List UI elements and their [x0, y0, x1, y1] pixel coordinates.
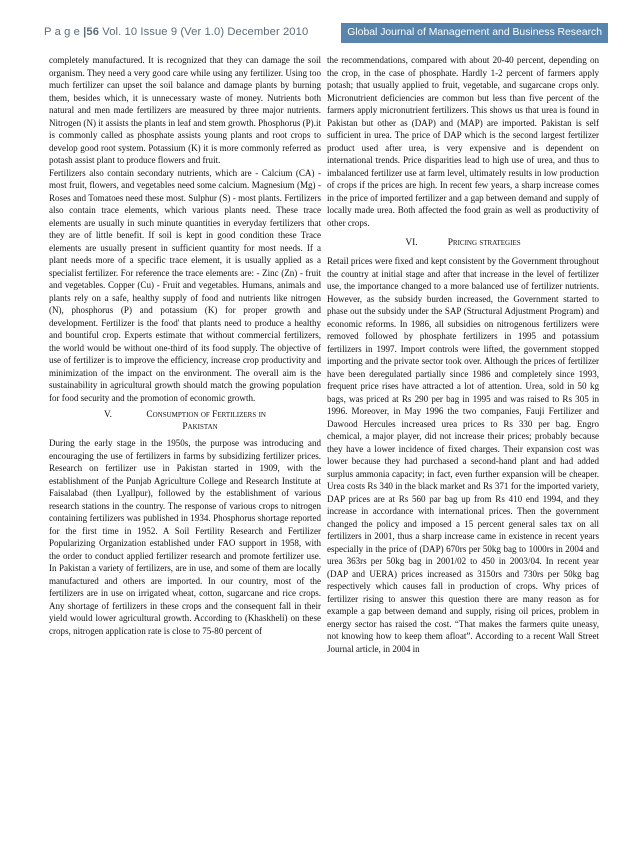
volume-info: Vol. 10 Issue 9 (Ver 1.0) December 2010: [99, 26, 309, 38]
section-heading: [327, 237, 599, 249]
page-prefix: P a g e: [44, 26, 80, 38]
section-number: V.: [104, 410, 112, 420]
paragraph: the recommendations, compared with about 20-40 percent, depending on the crop, in the case of phosphate. Hardly 1-2 percent of farmers apply potash; that usually applied to fruit, vegetable, and sugarcane crops only. Micronutrient deficiencies are common but less than five percent of the farmers apply micronutrient fertilizers. This shows us that urea is found in Pakistan but other as (DAP) and (MAP) are imported. Pakistan is self sufficient in urea. The price of DAP which is the second largest fertilizer product used after urea, is very expensive and is dependent on international trends. Price disparities lead to high use of urea, and thus to imbalanced fertilizer use at farm level, ultimately results in low production of crops if the prices are high. In recent few years, a sharp increase comes in the price of imported fertilizer and a gap between demand and supply of locally made urea. Both affected the food grain as well as productivity of other crops.: [327, 55, 599, 228]
page-number: |56: [83, 26, 100, 38]
left-column: [49, 54, 321, 637]
page-info: [44, 26, 308, 38]
paragraph: Retail prices were fixed and kept consistent by the Government throughout the country at initial stage and after that increase in the level of fertilizer use, the importance changed to a more balanced use of fertilizer nutrients. However, as the subsidy burden increased, the Government started to phase out the subsidy under the SAP (Structural Adjustment Program) and economic reforms. In 1986, all subsidies on nitrogenous fertilizers were removed followed by phosphate fertilizers in 1995 and potassium fertilizers in 1997. Import controls were lifted, the government stopped importing and the private sector took over. Although the prices of fertilizer have been deregulated partially since 1986 and completely since 1993, frequent price rises have attracted a lot of attention. Urea, sold in 50 kg bags, was priced at Rs 290 per bag in 1995 and was raised to Rs 305 in 1996. Moreover, in May 1996 the two companies, Fauji Fertilizer and Dawood Hercules increased urea prices to Rs 330 per bag. Engro chemical, a major player, did not increase their prices; probably because they have a lower incidence of fixed charges. Their expansion cost was lower because they had purchased a second-hand plant and had added surplus ammonia capacity; in fact, even further expansion will be cheaper. Urea costs Rs 340 in the black market and Rs 371 for the imported variety, DAP prices are at Rs 560 par bag up from Rs 410 end 1994, and they increase in accordance with international prices. Then the government changed the policy and imposed a 15 percent general sales tax on all fertilizers in 2001, thus a sharp increase came in existence in recent years especially in the price of (DAP) 670rs per 50kg bag to 1000rs in 2004 and urea 363rs per 50kg bag in 2001/02 to 450 in 2003/04. In recent year (DAP and UERA) prices increased as 3150rs and 730rs per 50kg bag respectively which causes fall in production of crops. Why prices of fertilizer rising to answer this question there are many reason as for example a gap between demand and supply, rising oil prices, problem in energy sector has raised the cost. “That makes the farmers quite uneasy, not knowing how to keep them afloat”. According to a recent Wall Street Journal article, in 2004 in: [327, 256, 599, 654]
section-number: VI.: [405, 238, 418, 248]
page-header: [44, 23, 608, 43]
paragraph: Fertilizers also contain secondary nutrients, which are - Calcium (CA) - most fruit, flowers, and vegetables need some calcium. Magnesium (Mg) - Roses and Tomatoes need these most. Sulphur (S) - most plants. Fertilizers also contain trace elements, which various plants need. These trace elements are usually in such minute quantities in everyday fertilizers that they are of little benefit. If soil is kept in good condition these Trace elements are usually present in sufficient quantity for most needs. If a plant needs more of a specific trace element, it is usually applied as a specialist fertilizer. For reference the trace elements are: - Zinc (Zn) - fruit and vegetables. Copper (Cu) - Fruit and vegetables. Humans, animals and plants rely on a safe, healthy supply of food and nutrients like nitrogen (N), phosphorus (P) and potassium (K) for proper growth and development. Fertilizer is the food' that plants need to produce a healthy and bountiful crop. Experts estimate that without commercial fertilizers, the world would be without one-third of its food supply. The objective of use of fertilizer is to improve the efficiency, increase crop productivity and minimization of the impact on the environment. The overall aim is the sustainability in agricultural growth should match the growing population for food security and the promotion of economic growth.: [49, 167, 321, 403]
section-title: Pricing strategies: [447, 238, 521, 248]
section-title-line2: Pakistan: [182, 422, 218, 432]
right-column: [327, 54, 599, 655]
journal-name-banner: Global Journal of Management and Business Research: [341, 23, 608, 43]
section-heading: [49, 409, 321, 433]
paragraph: During the early stage in the 1950s, the purpose was introducing and encouraging the use of fertilizers in farms by subsidizing fertilizer prices. Research on fertilizer use in Pakistan started in 1909, with the establishment of the Punjab Agriculture College and Research Institute at Faisalabad (then Lyallpur), followed by the establishment of various research stations in the country. The response of various crops to nitrogen containing fertilizers was published in 1934. Phosphorus shortage reported for the first time in 1952. A Soil Fertility Research and Fertilizer Popularizing Organization established under FAO support in 1958, with the order to conduct applied fertilizer research and promote fertilizer use. In Pakistan a variety of fertilizers, are in use, and some of them are locally manufactured and others are imported. In our country, most of the fertilizers are in use on irrigated wheat, cotton, sugarcane and rice crops. Any shortage of fertilizers in these crops and the consequent fall in their yield would lower agricultural growth. According to (Khaskheli) on these crops, nitrogen application rate is close to 75-80 percent of: [49, 438, 321, 636]
paragraph: completely manufactured. It is recognized that they can damage the soil organism. They need a very good care while using any fertilizer. Using too much fertilizer can upset the soil balance and damage plants by burning them, besides which, it is unnecessary waste of money. Nutrients both natural and men made fertilizers are measured by three major nutrients. Nitrogen (N) it assists the plants in leaf and stem growth. Phosphorus (P).it is commonly called as phosphate assists young plants and root crops to develop good root system. Potassium (K) it is more commonly referred as potash assist plant to produce flowers and fruit.: [49, 55, 321, 165]
section-title-line1: Consumption of Fertilizers in: [146, 410, 266, 420]
